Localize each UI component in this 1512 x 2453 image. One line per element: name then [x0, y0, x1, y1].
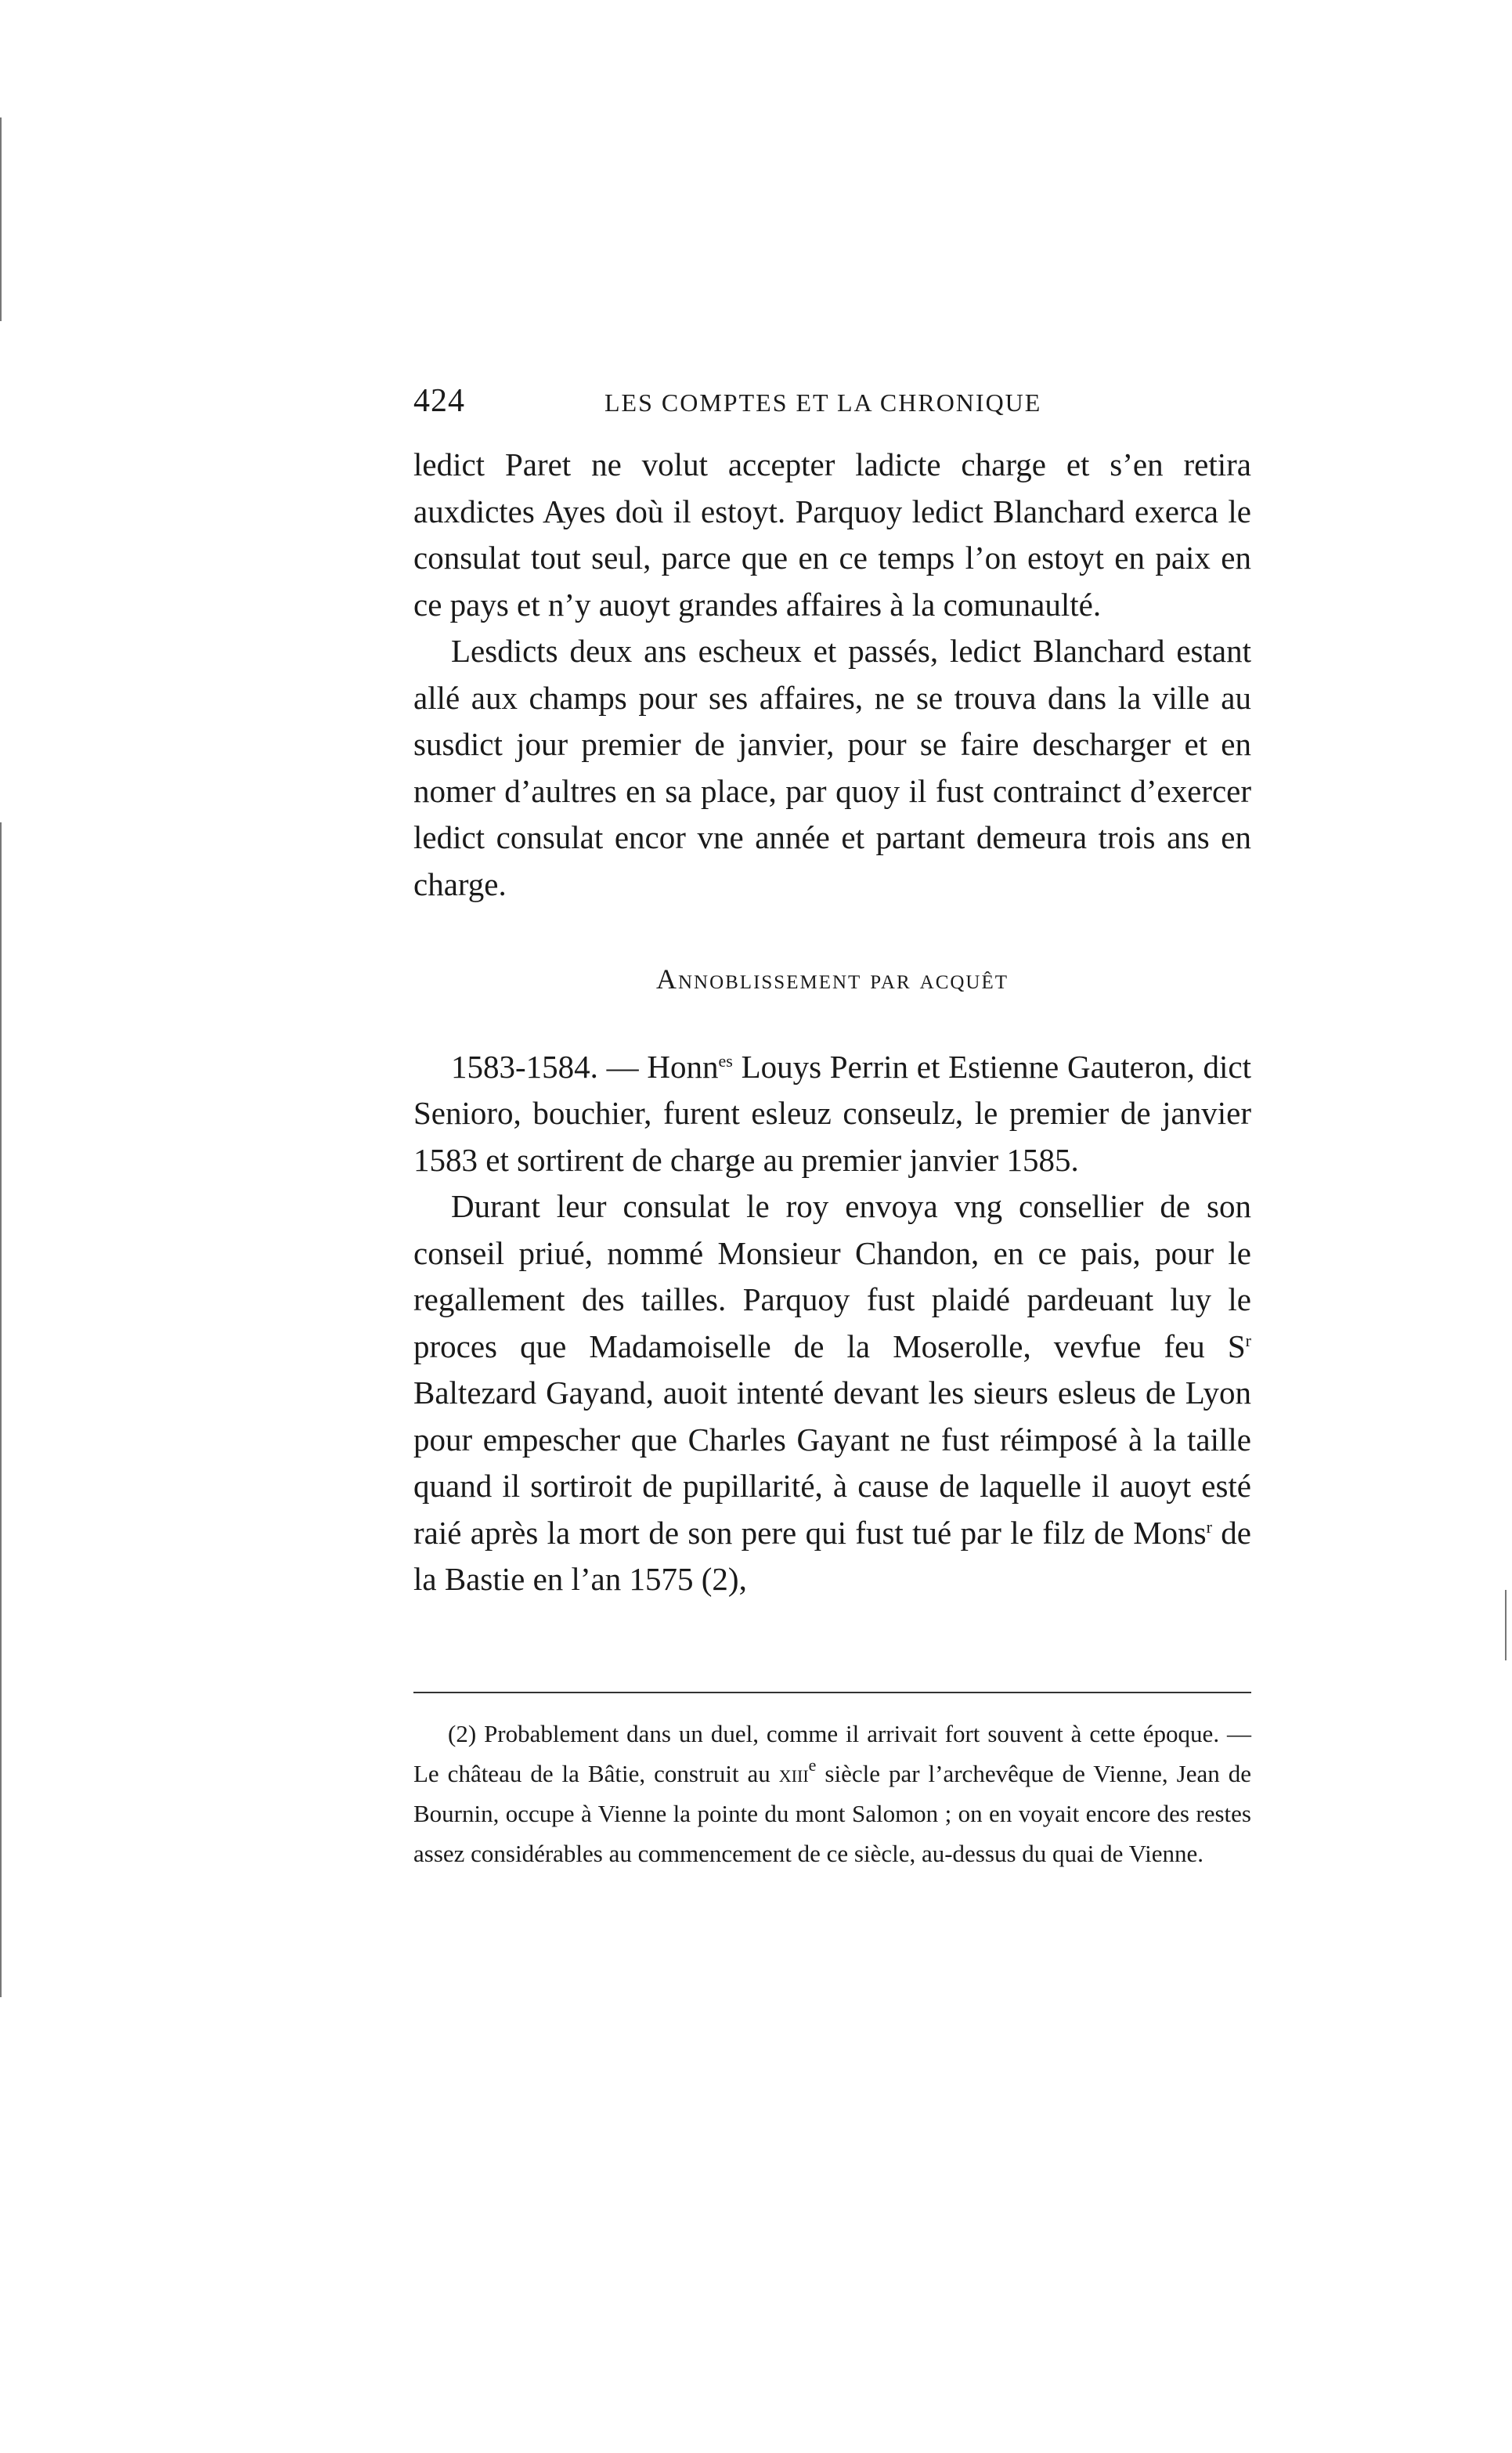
honorific-superscript: es [718, 1050, 733, 1071]
paragraph-3 [413, 1044, 1251, 1184]
scan-edge-mark [1505, 1590, 1507, 1660]
dash: — [597, 1048, 648, 1085]
paragraph-4-part-3: de la Bastie en l’an 1575 (2), [413, 1514, 1251, 1597]
honorific: Honn [647, 1048, 719, 1085]
footnote-part-2: siècle par l’archevêque de Vienne, Jean de Bournin, occupe à Vienne la pointe du mont Salomon ; on en voyait encore des restes assez considérables au commencement de ce siècle, au-dessus du quai de Vienne. [413, 1760, 1251, 1867]
footnote-part-1: (2) Probablement dans un duel, comme il arrivait fort souvent à cette époque. — Le château de la Bâtie, construit au [413, 1720, 1251, 1787]
running-head: LES COMPTES ET LA CHRONIQUE [604, 388, 1042, 417]
section-title: Annoblissement par acquêt [655, 963, 1009, 995]
paragraph-2: Lesdicts deux ans escheux et passés, ledict Blanchard estant allé aux champs pour ses affaires, ne se trouva dans la ville au susdict jour premier de janvier, pour se faire descharger et en nomer d’aultres en sa place, par quoy il fust contrainct d’exercer ledict consulat encor vne année et partant demeura trois ans en charge. [413, 633, 1251, 902]
superscript-1: r [1245, 1330, 1251, 1350]
footnote [413, 1714, 1251, 1873]
paragraph-4-part-2: Baltezard Gayand, auoit intenté devant les sieurs esleus de Lyon pour empescher que Charles Gayant ne fust réimposé à la taille quand il sortiroit de pupillarité, à cause de laquelle il auoyt esté raié après la mort de son pere qui fust tué par le filz de Mons [413, 1375, 1251, 1551]
century-numeral: xiii [778, 1760, 809, 1787]
page-number: 424 [413, 383, 465, 419]
paragraph-4-part-1: Durant leur consulat le roy envoya vng consellier de son conseil priué, nommé Monsieur Chandon, en ce pais, pour le regallement des tailles. Parquoy fust plaidé pardeuant luy le proces que Madamoiselle de la Moserolle, vevfue feu S [413, 1188, 1251, 1364]
superscript-2: r [1206, 1516, 1212, 1537]
date-range: 1583-1584. [451, 1048, 598, 1085]
page-header [413, 382, 1251, 429]
paragraph-3-text: Louys Perrin et Estienne Gauteron, dict Senioro, bouchier, furent esleuz conseulz, le premier de janvier 1583 et sortirent de charge au premier janvier 1585. [413, 1048, 1252, 1178]
scan-edge-mark [0, 117, 2, 321]
body-text [413, 442, 1251, 1603]
paragraph-4 [413, 1183, 1251, 1603]
century-superscript: e [808, 1755, 817, 1775]
footnote-rule [413, 1692, 1251, 1693]
scan-edge-mark [0, 822, 2, 1997]
paragraph-1: ledict Paret ne volut accepter ladicte charge et s’en retira auxdictes Ayes doù il estoyt. Parquoy ledict Blanchard exerca le consulat tout seul, parce que en ce temps l’on estoyt en paix en ce pays et n’y auoyt grandes affaires à la comunaulté. [413, 446, 1251, 623]
